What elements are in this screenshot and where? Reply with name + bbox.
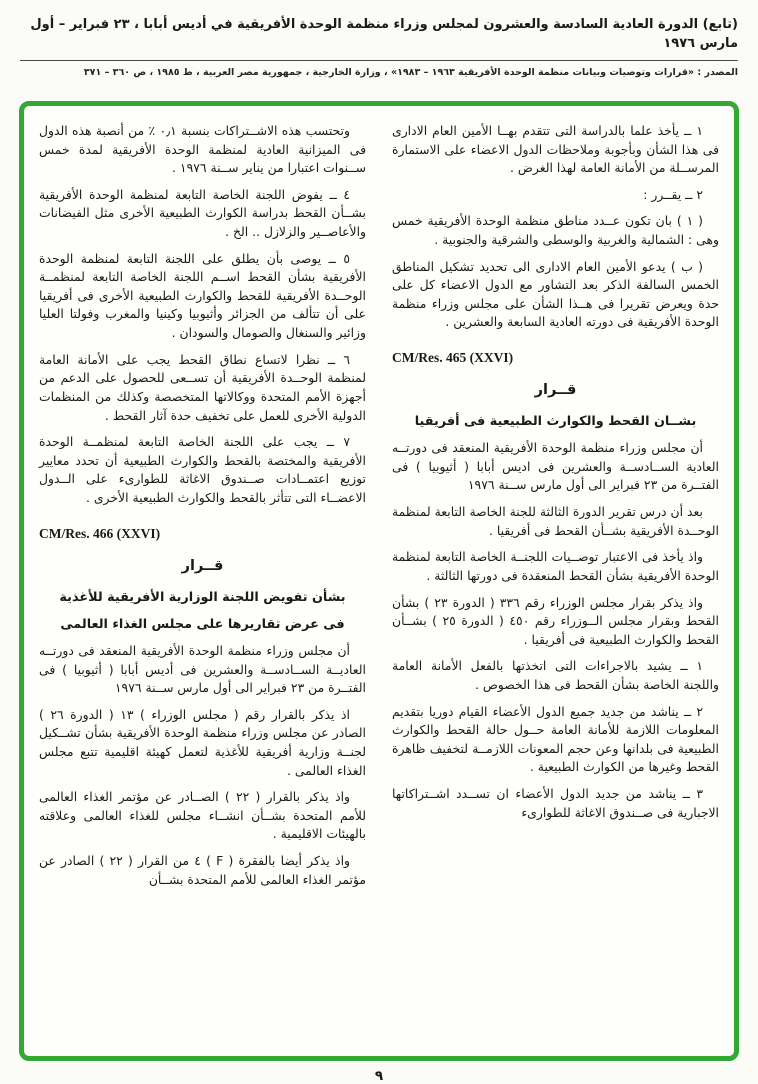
paragraph: ( ١ ) بان تكون عــدد مناطق منظمة الوحدة الأفريقية خمس وهى : الشمالية والغربية والوسطى والشرقية والجنوبية .: [392, 213, 719, 248]
header-title: (تابع) الدورة العادية السادسة والعشرون لمجلس وزراء منظمة الوحدة الأفريقية في أديس أبابا ، ٢٣ فبراير – أول مارس ١٩٧٦: [20, 16, 738, 61]
content-frame: [19, 101, 739, 1061]
paragraph: ( ب ) يدعو الأمين العام الادارى الى تحديد تشكيل المناطق الخمس السالفة الذكر بعد التشاور مع الدول الاعضاء كل على حدة ويعرض تقريرا فى هــذا الشأن على مجلس وزراء منظمة الوحدة الأفريقية فى دورته العادية السابعة والعشرين .: [392, 258, 719, 330]
paragraph: واذ يذكر بالقرار ( ٢٢ ) الصــادر عن مؤتمر الغذاء العالمى للأمم المتحدة بشــأن انشــاء مجلس للغذاء العالمى وعلاقته بالهيئات الاقليمية .: [39, 789, 366, 842]
header-source: المصدر : «قرارات وتوصيات وبيانات منظمة الوحدة الأفريقية ١٩٦٣ – ١٩٨٣» ، وزارة الخارجية ، جمهورية مصر العربية ، ط ١٩٨٥ ، ص ٣٦٠ – ٣٧١: [83, 66, 738, 78]
page-number: ٩: [374, 1067, 384, 1084]
paragraph: ٤ ــ يفوض اللجنة الخاصة التابعة لمنظمة الوحدة الأفريقية بشــأن القحط بدراسة الكوارث الطبيعية الأخرى مثل الفيضانات والأعاصــير والزلازل .. الخ .: [39, 186, 366, 240]
resolution-heading: قــرار: [181, 557, 224, 574]
page-footer: [0, 1061, 758, 1084]
paragraph: ١ ــ يأخذ علما بالدراسة التى تتقدم بهــا الأمين العام الادارى فى هذا الشأن وبأجوبة وملاحظات الدول الاعضاء على الاستمارة المرســلة من الأمانة العامة لهذا الغرض .: [392, 122, 719, 176]
paragraph: ٢ ــ يناشد من جديد جميع الدول الأعضاء القيام دوريا بتقديم المعلومات اللازمة للأمانة العامة حــول حالة القحط والكوارث الطبيعية فى بلدانها وعن حجم المعونات اللازمــة لتخفيف ظاهرة القحط وغيرها من الكوارث الطبيعية .: [392, 703, 719, 775]
resolution-subject: بشــان القحط والكوارث الطبيعية فى أفريقيا: [414, 414, 697, 430]
paragraph: واذ يذكر بقرار مجلس الوزراء رقم ٣٣٦ ( الدورة ٢٣ ) بشأن القحط وبقرار مجلس الــوزراء رقم ٤٥٠ ( الدورة ٢٥ ) بشــأن القحط والكوارث الطبيعية فى أفريقيا .: [392, 594, 719, 647]
column-right: [392, 122, 719, 1046]
resolution-heading: قــرار: [534, 382, 577, 399]
paragraph: ٧ ــ يجب على اللجنة الخاصة التابعة لمنظمــة الوحدة الأفريقية والمختصة بالقحط والكوارث الطبيعية أن تحدد معايير توزيع اعتمــادات صــندوق الاغاثة للطوارىء على الــدول الاعضــاء التى تتأثر بالقحط والكوارث الطبيعية الأخرى .: [39, 434, 366, 505]
paragraph: ١ ــ يشيد بالاجراءات التى اتخذتها بالفعل الأمانة العامة واللجنة الخاصة بشأن القحط فى هذا الخصوص .: [392, 658, 719, 692]
paragraph: اذ يذكر بالقرار رقم ( مجلس الوزراء ) ١٣ ( الدورة ٢٦ ) الصادر عن مجلس وزراء منظمة الوحدة الأفريقية بشأن تشــكيل لجنــة وزارية أفريقية للأغذية لتعمل كهيئة اقليمية تتبع مجلس الغذاء العالمى .: [39, 706, 366, 778]
document-header: [0, 0, 758, 79]
column-left: [39, 122, 366, 1046]
paragraph: وتحتسب هذه الاشــتراكات بنسبة ٠٫١ ٪ من أنصبة هذه الدول فى الميزانية العادية لمنظمة الوحدة الأفريقية لمدة خمس ســنوات اعتبارا من يناير ســنة ١٩٧٦ .: [39, 122, 366, 176]
resolution-subject: فى عرض تقاريرها على مجلس الغذاء العالمى: [60, 616, 345, 632]
resolution-number: CM/Res. 466 (XXVI): [39, 525, 161, 541]
resolution-subject: بشأن تفويض اللجنة الوزارية الأفريقية للأغذية: [59, 589, 346, 605]
paragraph: ٦ ــ نظرا لاتساع نطاق القحط يجب على الأمانة العامة لمنظمة الوحــدة الأفريقية أن تســعى للحصول على الدعم من أجهزة الأمم المتحدة ووكالاتها المتخصصة وكذلك من المنظمات الدولية الأخرى للعمل على تخفيف حدة آثار القحط .: [39, 351, 366, 423]
paragraph: ٢ ــ يقــرر :: [643, 186, 703, 202]
paragraph: واذ يأخذ فى الاعتبار توصــيات اللجنــة الخاصة التابعة لمنظمة الوحدة الأفريقية بشأن القحط المنعقدة فى دورتها الثالثة .: [392, 549, 719, 583]
paragraph: أن مجلس وزراء منظمة الوحدة الأفريقية المنعقد فى دورتــه العاديــة الســادســة والعشرين فى أديس أبابا ( أثيوبيا ) فى الفتــرة من ٢٣ فبراير الى أول مارس ســنة ١٩٧٦: [39, 642, 366, 696]
paragraph: ٣ ــ يناشد من جديد الدول الأعضاء ان تســدد اشــتراكاتها الاجبارية فى صــندوق الاغاثة للطوارىء: [392, 786, 719, 820]
paragraph: ٥ ــ يوصى بأن يطلق على اللجنة التابعة لمنظمة الوحدة الأفريقية بشأن القحط اســم اللجنة الخاصة التابعة لمنظمــة الوحــدة الأفريقية للقحط والكوارث الطبيعية الأخرى فى أفريقيا على أن تتألف من الجزائر وأثيوبيا وكينيا والمغرب وفولتا العليا وزائير والسنغال والصومال والسودان .: [39, 250, 366, 341]
paragraph: أن مجلس وزراء منظمة الوحدة الأفريقية المنعقد فى دورتــه العادية الســادســة والعشرين فى اديس أبابا ( أثيوبيا ) فى الفتــرة من ٢٣ فبراير الى أول مارس ســنة ١٩٧٦: [392, 440, 719, 493]
paragraph: بعد أن درس تقرير الدورة الثالثة للجنة الخاصة التابعة لمنظمة الوحــدة الأفريقية بشــأن القحط فى أفريقيا .: [392, 504, 719, 538]
paragraph: واذ يذكر أيضا بالفقرة ( F ) ٤ من القرار ( ٢٢ ) الصادر عن مؤتمر الغذاء العالمى للأمم المتحدة بشــأن: [39, 853, 366, 887]
resolution-number: CM/Res. 465 (XXVI): [392, 350, 514, 366]
